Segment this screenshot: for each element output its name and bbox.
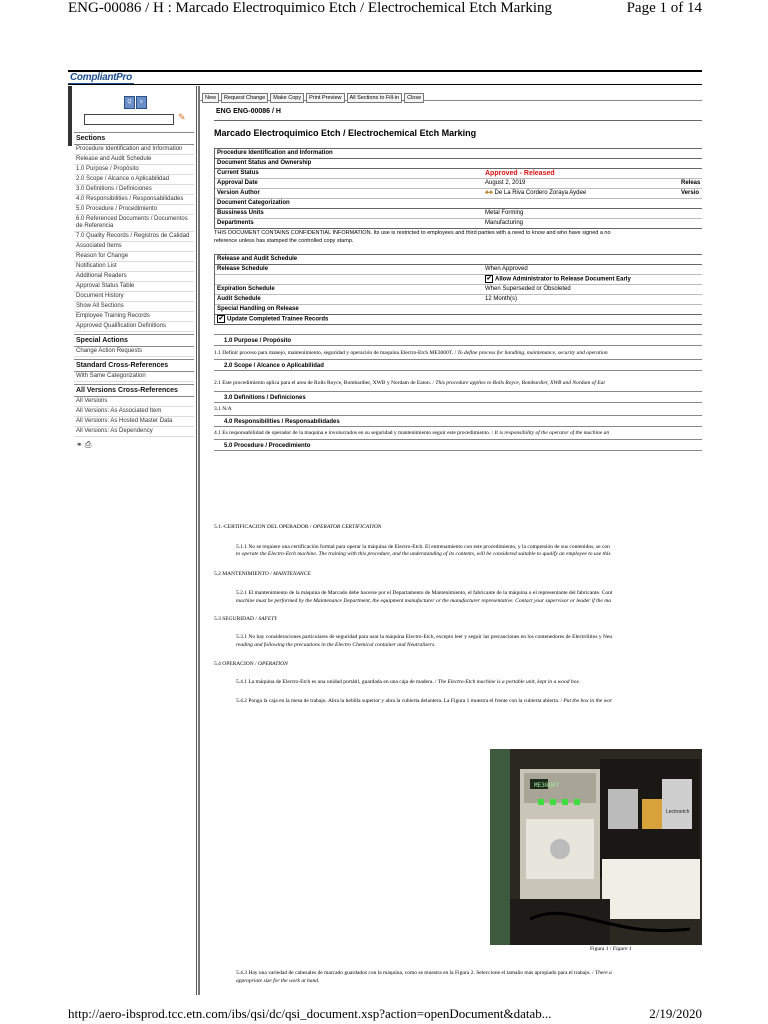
para-542-es: 5.4.2 Ponga la caja en la mesa de trabajo. Abra la hebilla superior y abra la cubierta delantera. La Figura 1 muestra el frente con la cubierta abierta. / <box>236 698 563 704</box>
table-header <box>215 149 702 159</box>
pencil-icon[interactable]: ✎ <box>178 112 186 122</box>
table-row <box>215 219 702 228</box>
special-actions-title: Special Actions <box>74 334 194 347</box>
sidebar-item-additional-readers[interactable]: Additional Readers <box>74 272 194 282</box>
approval-date-label: Approval Date <box>217 180 258 186</box>
para-541-es: 5.4.1 La máquina de Electro-Etch es una unidad portátil, guardada en una caja de madera. / <box>236 679 437 685</box>
para-541 <box>236 679 702 685</box>
sidebar-item-show-all-sections[interactable]: Show All Sections <box>74 302 194 312</box>
print-header <box>68 0 702 22</box>
maintenance-en: MAINTENANCE <box>273 571 311 577</box>
new-button[interactable]: New <box>202 93 219 103</box>
sidebar-search-area <box>72 86 196 130</box>
sidebar-item-approval-status-table[interactable]: Approval Status Table <box>74 282 194 292</box>
confidential-notice: THIS DOCUMENT CONTAINS CONFIDENTIAL INFORMATION. Its use is restricted to employees and third parties with a need to know and who have signed a no <box>214 230 611 236</box>
sidebar-item-all-versions-as-hosted-master-data[interactable]: All Versions: As Hosted Master Data <box>74 417 194 427</box>
sidebar-item-7-0-quality-records-registros-de-calidad[interactable]: 7.0 Quality Records / Registros de Calidad <box>74 232 194 242</box>
section-scope-title: 2.0 Scope / Alcance o Aplicabilidad <box>214 359 702 371</box>
audit-label: Audit Schedule <box>217 296 261 302</box>
section-procedure-title: 5.0 Procedure / Procedimiento <box>214 439 702 451</box>
standard-xref-title: Standard Cross-References <box>74 359 194 372</box>
status-badge: Approved - Released <box>485 170 555 177</box>
sidebar-item-approved-qualification-definitions[interactable]: Approved Qualification Definitions <box>74 322 194 332</box>
sidebar-list <box>74 130 194 453</box>
caption-es: Figura 1 / <box>590 946 612 952</box>
approval-date-value: August 2, 2019 <box>485 180 526 186</box>
safety-en: SAFETY <box>258 616 278 622</box>
sidebar-item-notification-list[interactable]: Notification List <box>74 262 194 272</box>
doc-icon[interactable]: ≡ <box>136 96 147 109</box>
para-543-es: 5.4.3 Hay una variedad de cabezales de marcado guardados con la máquina, como se muestra en la Figura 2. Seleccione el tamaño más apropiado para el trabajo. / <box>236 970 594 976</box>
table-row <box>215 209 702 219</box>
app-logo: CompliantPro <box>70 72 132 83</box>
all-versions-title: All Versions Cross-References <box>74 384 194 397</box>
table-row <box>215 265 702 275</box>
departments-label: Departments <box>217 220 254 226</box>
expiration-label: Expiration Schedule <box>217 286 275 292</box>
table-header <box>215 305 702 315</box>
request-change-button[interactable]: Request Change <box>221 93 268 103</box>
confidential-notice-2: reference unless has stamped the controlled copy stamp. <box>214 238 354 244</box>
audit-value: 12 Month(s) <box>485 296 518 302</box>
operation-es: 5.4 OPERACION / <box>214 661 257 667</box>
section-purpose-title: 1.0 Purpose / Propósito <box>214 334 702 346</box>
release-table <box>214 254 702 325</box>
table-row <box>215 285 702 295</box>
responsibilities-text-es: 4.1 Es responsabilidad de operador de la maquina e involucrados en su seguridad y mantenimiento seguir este procedimiento. / <box>214 430 494 436</box>
allow-admin-label: Allow Administrator to Release Document Early <box>495 276 631 283</box>
caption-en: Figure 1 <box>612 946 632 952</box>
table-header <box>215 255 702 265</box>
para-521-es: 5.2.1 El mantenimiento de la máquina de Marcado debe hacerse por el Departamento de Mantenimiento, el fabricante de la máquina o el representante del fabricante. Cont <box>236 590 613 596</box>
figure-1-photo <box>490 749 702 945</box>
link-icon[interactable]: ⚭ <box>76 440 83 449</box>
author-name: De La Riva Cordero Zoraya Aydee <box>494 190 587 196</box>
document-divider <box>214 120 702 121</box>
users-icon[interactable]: ♣♣ <box>485 190 493 196</box>
print-date: 2/19/2020 <box>649 1006 702 1021</box>
current-status-label: Current Status <box>217 170 259 176</box>
status-header: Document Status and Ownership <box>217 160 312 166</box>
print-page-number: Page 1 of 14 <box>626 0 702 16</box>
operator-cert-es: 5.1.-CERTIFICACION DEL OPERADOR / <box>214 524 312 530</box>
sidebar-item-reason-for-change[interactable]: Reason for Change <box>74 252 194 262</box>
frame-divider <box>68 84 702 85</box>
operator-cert-en: OPERATOR CERTIFICATION <box>312 524 382 530</box>
sidebar-item-1-0-purpose-prop-sito[interactable]: 1.0 Purpose / Propósito <box>74 165 194 175</box>
operation-en: OPERATION <box>258 661 288 667</box>
business-units-value: Metal Forming <box>485 210 524 216</box>
sidebar-item-all-versions-as-associated-item[interactable]: All Versions: As Associated Item <box>74 407 194 417</box>
print-icon[interactable]: ⎙ <box>84 440 92 449</box>
operator-cert-heading <box>214 524 381 530</box>
print-preview-button[interactable]: Print Preview <box>306 93 344 103</box>
para-543 <box>236 970 702 976</box>
para-511-en: to operate the Electro-Etch machine. The training with this procedure, and the understanding of its contents, will be considered suitable to qualify an employee to use this <box>236 551 611 557</box>
categorization-header: Document Categorization <box>217 200 290 206</box>
sidebar-item-all-versions[interactable]: All Versions <box>74 397 194 407</box>
business-units-label: Bussiness Units <box>217 210 264 216</box>
safety-es: 5.3 SEGURIDAD / <box>214 616 257 622</box>
para-543-en: There a <box>595 970 612 976</box>
version-label-clipped: Versio <box>681 190 700 196</box>
maintenance-heading <box>214 571 311 577</box>
sidebar-item-4-0-responsibilities-responsabilidades[interactable]: 4.0 Responsibilities / Responsabilidades <box>74 195 194 205</box>
section-definitions-title: 3.0 Definitions / Definiciones <box>214 391 702 403</box>
para-511-es: 5.1.1 No se requiere una certificación formal para operar la máquina de Electro-Etch. El entrenamiento con este procedimiento, y la compresión de sus contenidos, se con <box>236 544 610 550</box>
sidebar-item-all-versions-as-dependency[interactable]: All Versions: As Dependency <box>74 427 194 437</box>
responsibilities-text <box>214 430 702 436</box>
sidebar-item-document-history[interactable]: Document History <box>74 292 194 302</box>
table-row <box>215 295 702 305</box>
section-responsibilities-title: 4.0 Responsibilities / Responsabilidades <box>214 415 702 427</box>
scope-text-en: This procedure applies to Rolls Royce, Bombardier, XWB and Nordam of Eat <box>435 380 605 386</box>
qb-icon[interactable]: Q <box>124 96 135 109</box>
sidebar-item-6-0-referenced-documents-documentos-de-referencia[interactable]: 6.0 Referenced Documents / Documentos de Referencia <box>74 215 194 232</box>
para-542-en: Put the box in the wor <box>563 698 613 704</box>
sidebar-item-release-and-audit-schedule[interactable]: Release and Audit Schedule <box>74 155 194 165</box>
scope-text <box>214 380 702 386</box>
maintenance-es: 5.2 MANTENIMIENTO / <box>214 571 272 577</box>
sidebar-bottom-icons <box>74 437 194 453</box>
update-trainee-checkbox-row[interactable] <box>217 315 328 325</box>
table-header <box>215 199 702 209</box>
table-row <box>215 189 702 199</box>
table-header <box>215 159 702 169</box>
table-row <box>215 169 702 179</box>
special-handling-header: Special Handling on Release <box>217 306 299 312</box>
close-button[interactable]: Close <box>404 93 424 103</box>
make-copy-button[interactable]: Make Copy <box>270 93 304 103</box>
departments-value: Manufacturing <box>485 220 524 226</box>
release-schedule-label: Release Schedule <box>217 266 269 272</box>
expiration-value: When Superseded or Obsoleted <box>485 286 571 292</box>
sidebar-item-change-action-requests[interactable]: Change Action Requests <box>74 347 194 357</box>
para-531-es: 5.3.1 No hay consideraciones particulares de seguridad para usar la máquina Electro-Etch, excepto leer y seguir las precauciones en los contenedores de Electrólitos y Neu <box>236 634 613 640</box>
toolbar <box>200 86 702 101</box>
document-pane <box>214 104 702 995</box>
print-url: http://aero-ibsprod.tcc.etn.com/ibs/qsi/dc/qsi_document.xsp?action=openDocument&datab... <box>68 1006 552 1021</box>
checkbox-icon[interactable]: ✔ <box>218 316 224 322</box>
para-541-en: The Electro-Etch machine is a portable unit, kept in a wood box. <box>437 679 581 685</box>
purpose-text <box>214 350 702 356</box>
print-header-title: ENG-00086 / H : Marcado Electroquimico Etch / Electrochemical Etch Marking <box>68 0 553 16</box>
responsibilities-text-en: It is responsibility of the operator of the machine an <box>494 430 610 436</box>
update-trainee-label: Update Completed Trainee Records <box>227 316 329 323</box>
pii-header: Procedure Identification and Information <box>217 150 333 156</box>
identification-table <box>214 148 702 229</box>
sidebar-search-input[interactable] <box>84 114 174 125</box>
safety-heading <box>214 616 277 622</box>
app-frame <box>68 70 702 995</box>
sidebar-item-with-same-categorization[interactable]: With Same Categorization <box>74 372 194 382</box>
purpose-text-en: To define process for handling, maintenance, security and operation <box>457 350 608 356</box>
document-title: Marcado Electroquimico Etch / Electrochemical Etch Marking <box>214 128 477 138</box>
sidebar <box>68 86 197 995</box>
version-author-label: Version Author <box>217 190 260 196</box>
sidebar-item-employee-training-records[interactable]: Employee Training Records <box>74 312 194 322</box>
purpose-text-es: 1.1 Definir proceso para manejo, mantenimiento, seguridad y operación de maquina Electro-Etch ME3000T. / <box>214 350 456 356</box>
release-label-clipped: Releas <box>681 180 701 186</box>
release-schedule-value: When Approved <box>485 266 528 272</box>
scope-text-es: 2.1 Este procedimiento aplica para el area de Rolls Royce, Bombardier, XWB y Nordam de Eaton. / <box>214 380 435 386</box>
all-sections-to-fill-in-button[interactable]: All Sections to Fill-in <box>347 93 403 103</box>
frame-splitter[interactable] <box>198 86 200 995</box>
para-543-en-2: appropriate size for the work at hand. <box>236 978 320 984</box>
sidebar-icons <box>124 96 148 109</box>
photo-display-text: ME3000T <box>534 782 560 789</box>
allow-admin-checkbox-row[interactable] <box>485 275 631 285</box>
checkbox-icon[interactable]: ✔ <box>486 276 492 282</box>
table-row <box>215 179 702 189</box>
definitions-text: 3.1 N/A <box>214 406 232 412</box>
table-row <box>215 275 702 285</box>
figure-1-caption <box>590 946 632 952</box>
para-542 <box>236 698 702 704</box>
sections-title: Sections <box>74 132 194 145</box>
sidebar-item-procedure-identification-and-information[interactable]: Procedure Identification and Information <box>74 145 194 155</box>
sidebar-item-3-0-definitions-definiciones[interactable]: 3.0 Definitions / Definiciones <box>74 185 194 195</box>
para-531-en: reading and following the precautions in the Electro Chemical container and Neutralizers. <box>236 642 436 648</box>
sidebar-item-associated-items[interactable]: Associated Items <box>74 242 194 252</box>
sidebar-item-5-0-procedure-procedimiento[interactable]: 5.0 Procedure / Procedimiento <box>74 205 194 215</box>
para-521-en: machine must be performed by the Maintenance Department, the equipment manufacturer or the manufacturer representative. Contact your supervisor or leader if the ma <box>236 598 611 604</box>
sidebar-item-2-0-scope-alcance-o-aplicabilidad[interactable]: 2.0 Scope / Alcance o Aplicabilidad <box>74 175 194 185</box>
version-author-value <box>485 189 586 198</box>
photo-brand-text: Lectroetch <box>666 809 690 815</box>
operation-heading <box>214 661 288 667</box>
print-footer <box>68 1006 702 1024</box>
release-header: Release and Audit Schedule <box>217 256 298 262</box>
document-id: ENG ENG-00086 / H <box>216 108 281 115</box>
table-row <box>215 315 702 324</box>
